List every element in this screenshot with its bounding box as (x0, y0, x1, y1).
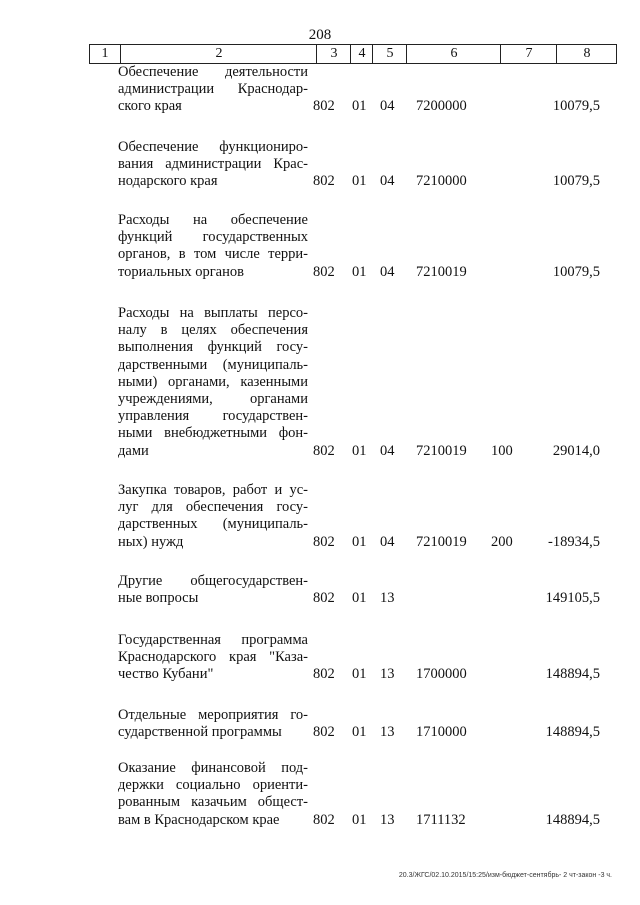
section-code: 01 (352, 263, 367, 280)
department-code: 802 (313, 590, 335, 607)
column-header-6: 6 (406, 45, 501, 63)
department-code: 802 (313, 724, 335, 741)
column-header-row (89, 44, 617, 64)
expense-type-code: 100 (491, 442, 513, 459)
column-header-1: 1 (101, 46, 109, 61)
subsection-code: 13 (380, 666, 395, 683)
description-line: Государственная программа (118, 632, 308, 648)
column-header-3: 3 (316, 45, 351, 63)
description-line: ными) органами, казенными (118, 373, 308, 390)
department-code: 802 (313, 98, 335, 115)
subsection-code: 04 (380, 98, 395, 115)
subsection-code: 04 (380, 173, 395, 190)
description-line: нодарского края (118, 173, 218, 190)
section-code: 01 (352, 590, 367, 607)
column-header-4: 4 (350, 45, 373, 63)
row-description (118, 707, 308, 741)
subsection-code: 13 (380, 590, 395, 607)
target-article-code: 1700000 (416, 666, 467, 683)
department-code: 802 (313, 442, 335, 459)
expense-type-code: 200 (491, 533, 513, 550)
section-code: 01 (352, 724, 367, 741)
row-description (118, 573, 308, 607)
subsection-code: 13 (380, 724, 395, 741)
description-line: чество Кубани" (118, 666, 214, 683)
description-line: ского края (118, 98, 182, 115)
department-code: 802 (313, 173, 335, 190)
amount: 29014,0 (552, 442, 600, 459)
department-code: 802 (313, 666, 335, 683)
section-code: 01 (352, 533, 367, 550)
column-header-5: 5 (372, 45, 407, 63)
target-article-code: 7210019 (416, 533, 467, 550)
description-line: выполнения функций госу- (118, 339, 308, 356)
description-line: дарственными (муниципаль- (118, 356, 308, 373)
page-number: 208 (308, 27, 332, 43)
description-line: Отдельные мероприятия го- (118, 707, 308, 723)
target-article-code: 1711132 (416, 811, 466, 828)
amount: 148894,5 (545, 724, 600, 741)
subsection-code: 04 (380, 442, 395, 459)
row-description (118, 64, 308, 116)
department-code: 802 (313, 263, 335, 280)
subsection-code: 13 (380, 811, 395, 828)
row-description (118, 482, 308, 551)
column-header-2: 2 (120, 45, 317, 63)
column-header-7: 7 (500, 45, 557, 63)
row-description (118, 760, 308, 829)
row-description (118, 632, 308, 684)
amount: 148894,5 (545, 811, 600, 828)
target-article-code: 7210000 (416, 173, 467, 190)
row-description (118, 139, 308, 191)
description-line: налу в целях обеспечения (118, 322, 308, 339)
section-code: 01 (352, 666, 367, 683)
description-line: рованным казачьим общест- (118, 794, 308, 811)
description-line: органов, в том числе терри- (118, 246, 308, 263)
description-line: луг для обеспечения госу- (118, 499, 308, 516)
description-line: Обеспечение деятельности (118, 64, 308, 80)
description-line: Обеспечение функциониро- (118, 139, 308, 155)
description-line: управления государствен- (118, 408, 308, 425)
description-line: ные вопросы (118, 590, 199, 607)
description-line: Расходы на обеспечение (118, 212, 308, 228)
subsection-code: 04 (380, 263, 395, 280)
amount: 148894,5 (545, 666, 600, 683)
description-line: Закупка товаров, работ и ус- (118, 482, 308, 498)
target-article-code: 7210019 (416, 263, 467, 280)
description-line: Расходы на выплаты персо- (118, 305, 308, 321)
description-line: вам в Краснодарском крае (118, 811, 280, 828)
section-code: 01 (352, 442, 367, 459)
description-line: держки социально ориенти- (118, 777, 308, 794)
description-line: Другие общегосударствен- (118, 573, 308, 589)
footer-note: 20.3/ЖГС/02.10.2015/15:25/изм-бюджет-сентябрь- 2 чт-закон -3 ч. (398, 872, 612, 879)
subsection-code: 04 (380, 533, 395, 550)
row-description (118, 212, 308, 281)
description-line: дами (118, 442, 149, 459)
department-code: 802 (313, 811, 335, 828)
amount: 10079,5 (552, 98, 600, 115)
target-article-code: 7200000 (416, 98, 467, 115)
section-code: 01 (352, 98, 367, 115)
amount: 149105,5 (545, 590, 600, 607)
amount: 10079,5 (552, 263, 600, 280)
description-line: функций государственных (118, 229, 308, 246)
amount: 10079,5 (552, 173, 600, 190)
amount: -18934,5 (548, 533, 600, 550)
description-line: ных) нужд (118, 533, 184, 550)
description-line: ными внебюджетными фон- (118, 425, 308, 442)
section-code: 01 (352, 173, 367, 190)
row-description (118, 305, 308, 460)
target-article-code: 7210019 (416, 442, 467, 459)
description-line: вания администрации Крас- (118, 156, 308, 173)
description-line: Оказание финансовой под- (118, 760, 308, 776)
description-line: дарственных (муниципаль- (118, 516, 308, 533)
target-article-code: 1710000 (416, 724, 467, 741)
description-line: сударственной программы (118, 724, 282, 741)
description-line: учреждениями, органами (118, 391, 308, 408)
description-line: ториальных органов (118, 263, 244, 280)
description-line: администрации Краснодар- (118, 81, 308, 98)
section-code: 01 (352, 811, 367, 828)
department-code: 802 (313, 533, 335, 550)
description-line: Краснодарского края "Каза- (118, 649, 308, 666)
column-header-8: 8 (556, 45, 617, 63)
